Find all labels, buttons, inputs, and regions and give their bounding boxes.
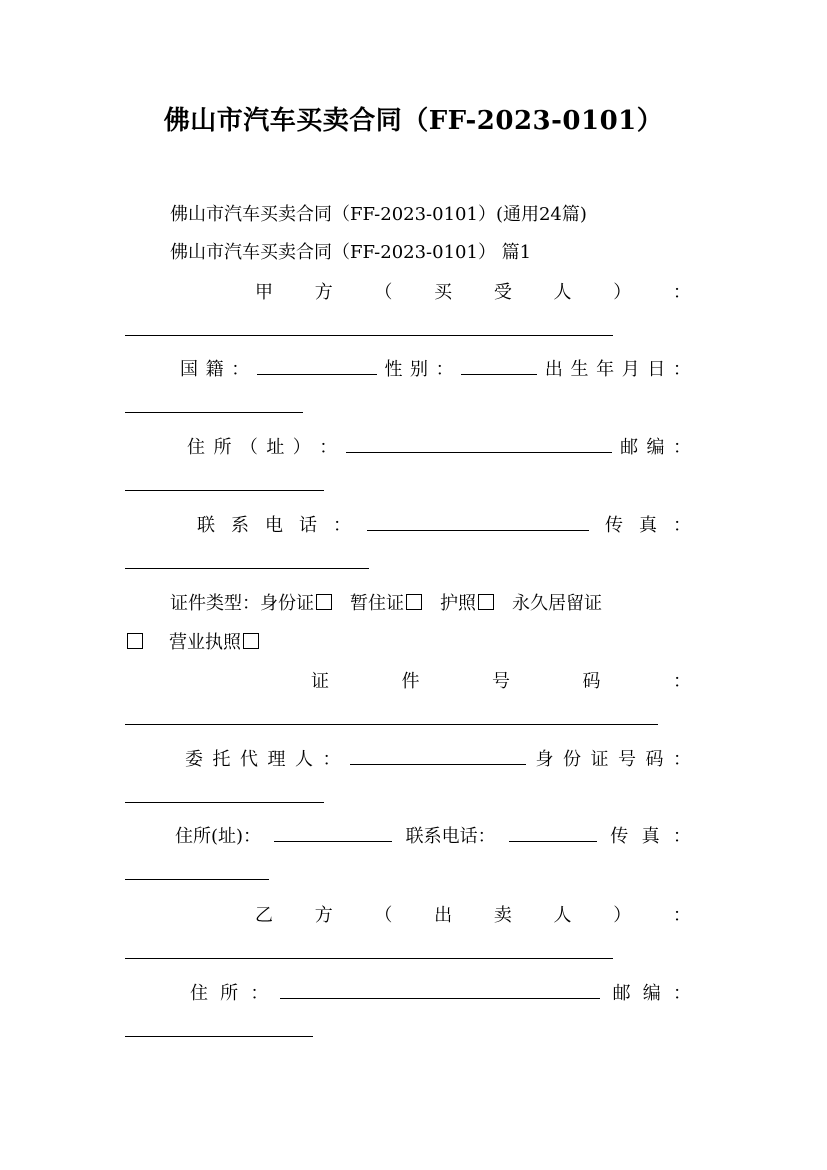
- label-char: 委: [185, 749, 203, 770]
- label-char: 性: [384, 359, 403, 380]
- label-char: 年: [596, 359, 615, 380]
- label-char: 住: [190, 983, 208, 1004]
- party-b-char: （: [374, 905, 393, 926]
- label-char: 号: [618, 749, 636, 770]
- party-b-char: 人: [553, 905, 572, 926]
- label-char: 传: [610, 826, 629, 847]
- label-char: 月: [621, 359, 640, 380]
- agent-address-row: [125, 822, 691, 848]
- label-char: 址: [266, 437, 285, 458]
- label-char: 托: [212, 749, 231, 770]
- gender-blank[interactable]: [461, 360, 537, 375]
- checkbox[interactable]: [316, 594, 332, 610]
- agent-row: [125, 745, 691, 771]
- party-b-char: ）: [613, 905, 632, 926]
- subtitle-article: 佛山市汽车买卖合同（FF-2023-0101） 篇1: [170, 242, 532, 263]
- label-char: ：: [672, 983, 691, 1004]
- label-char: ：: [672, 359, 691, 380]
- postcode-b-blank[interactable]: [125, 1036, 313, 1037]
- label-char: 生: [570, 359, 589, 380]
- party-a-char: ）: [613, 282, 632, 303]
- agent-fax-blank[interactable]: [125, 879, 269, 880]
- checkbox[interactable]: [243, 633, 259, 649]
- label-char: 理: [267, 749, 286, 770]
- label-char: 所: [220, 983, 239, 1004]
- address-b-row: [125, 979, 691, 1005]
- label-char: 人: [295, 749, 313, 770]
- party-b-char: 乙: [255, 905, 273, 926]
- label-char: 别: [410, 359, 429, 380]
- id-type-option: 护照: [440, 593, 476, 614]
- label-char: 份: [563, 749, 581, 770]
- party-a-char: 受: [493, 282, 512, 303]
- label-char: 出: [544, 359, 563, 380]
- fax-a-blank[interactable]: [125, 568, 369, 569]
- party-b-char: 出: [434, 905, 453, 926]
- label-char: 话: [299, 515, 317, 536]
- label-char: 传: [605, 515, 623, 536]
- id-type-option: 营业执照: [169, 632, 241, 653]
- label-char: 系: [231, 515, 249, 536]
- label-char: ：: [435, 359, 454, 380]
- agent-phone-blank[interactable]: [509, 827, 597, 842]
- phone-a-row: [125, 511, 691, 537]
- label-char: 所: [213, 437, 232, 458]
- party-b-name-blank[interactable]: [125, 958, 613, 959]
- party-a-char: 方: [314, 282, 333, 303]
- label-char: 邮: [612, 983, 631, 1004]
- label-char: ：: [673, 515, 691, 536]
- document-title: 佛山市汽车买卖合同（FF-2023-0101）: [163, 106, 664, 136]
- id-number-row: [125, 667, 691, 693]
- label-char: ）: [292, 437, 311, 458]
- party-b-char: ：: [672, 905, 691, 926]
- agent-id-blank[interactable]: [125, 802, 324, 803]
- label-char: ：: [333, 515, 351, 536]
- label-char: 真: [639, 515, 657, 536]
- label-char: 籍: [205, 359, 224, 380]
- party-b-char: 卖: [493, 905, 512, 926]
- id-type-option: 身份证: [260, 593, 314, 614]
- party-a-char: ：: [672, 282, 691, 303]
- party-b-heading: [125, 901, 691, 927]
- label-char: （: [239, 437, 258, 458]
- agent-phone-label: 联系电话：: [405, 826, 496, 847]
- party-a-char: （: [374, 282, 393, 303]
- address-a-blank[interactable]: [346, 438, 612, 453]
- label-char: 码: [582, 671, 601, 692]
- label-char: 日: [647, 359, 666, 380]
- label-char: 联: [197, 515, 215, 536]
- label-char: ：: [319, 437, 338, 458]
- address-b-blank[interactable]: [280, 984, 600, 999]
- label-char: 国: [180, 359, 198, 380]
- label-char: 电: [265, 515, 283, 536]
- postcode-a-blank[interactable]: [125, 490, 324, 491]
- agent-name-blank[interactable]: [350, 750, 526, 765]
- label-char: 住: [187, 437, 205, 458]
- id-number-blank[interactable]: [125, 724, 658, 725]
- label-char: ：: [250, 983, 269, 1004]
- checkbox[interactable]: [406, 594, 422, 610]
- label-char: 身: [535, 749, 554, 770]
- label-char: 邮: [620, 437, 639, 458]
- party-b-char: 方: [314, 905, 333, 926]
- label-char: 真: [641, 826, 660, 847]
- birth-blank[interactable]: [125, 412, 303, 413]
- label-char: 号: [492, 671, 510, 692]
- id-type-label: 证件类型：: [170, 593, 260, 614]
- id-type-option: 暂住证: [350, 593, 404, 614]
- nationality-blank[interactable]: [257, 360, 377, 375]
- label-char: ：: [672, 826, 691, 847]
- checkbox[interactable]: [478, 594, 494, 610]
- agent-address-label: 住所(址)：: [175, 826, 262, 847]
- label-char: ：: [231, 359, 250, 380]
- label-char: 代: [240, 749, 258, 770]
- label-char: 证: [590, 749, 609, 770]
- checkbox[interactable]: [127, 633, 143, 649]
- id-type-row: [170, 589, 602, 615]
- party-a-char: 甲: [255, 282, 273, 303]
- agent-address-blank[interactable]: [274, 827, 392, 842]
- label-char: 编: [642, 983, 661, 1004]
- subtitle-collection: 佛山市汽车买卖合同（FF-2023-0101）(通用24篇): [170, 204, 587, 225]
- id-type-option: 永久居留证: [512, 593, 602, 614]
- id-type-row-2: [127, 628, 259, 654]
- label-char: 码: [645, 749, 664, 770]
- party-a-char: 人: [553, 282, 572, 303]
- phone-a-blank[interactable]: [367, 516, 589, 531]
- label-char: ：: [673, 749, 691, 770]
- party-a-heading: [125, 278, 691, 304]
- label-char: 件: [401, 671, 420, 692]
- party-a-char: 买: [434, 282, 453, 303]
- party-a-name-blank[interactable]: [125, 335, 613, 336]
- address-a-row: [125, 433, 691, 459]
- label-char: ：: [673, 671, 691, 692]
- label-char: ：: [672, 437, 691, 458]
- label-char: 编: [646, 437, 665, 458]
- nationality-row: [125, 355, 691, 381]
- label-char: 证: [311, 671, 329, 692]
- label-char: ：: [322, 749, 341, 770]
